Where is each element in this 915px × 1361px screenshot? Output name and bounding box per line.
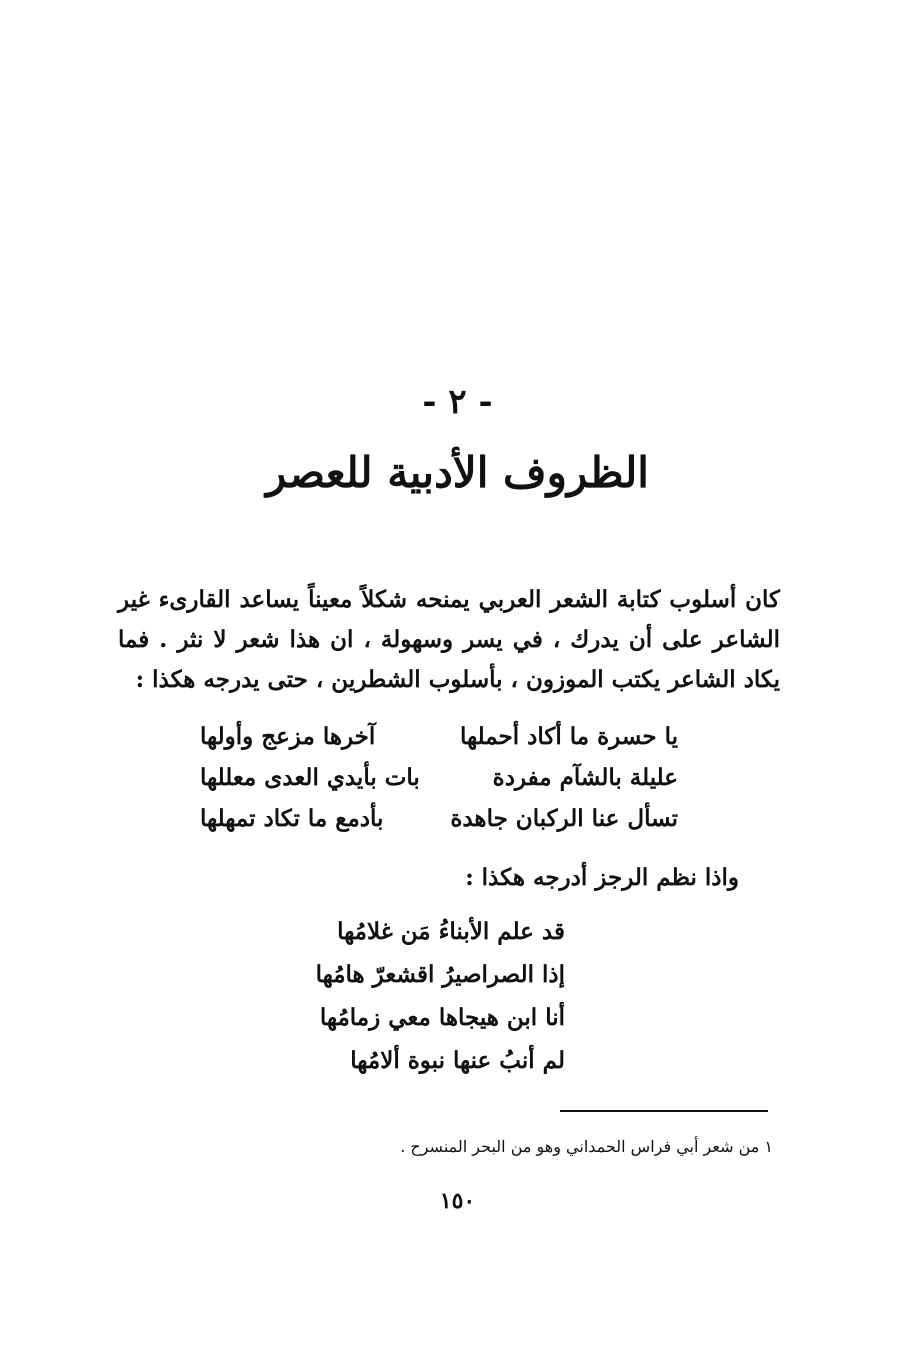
verse-line xyxy=(200,798,678,839)
intro-paragraph xyxy=(118,580,780,700)
verse-line xyxy=(200,757,678,798)
verse-second-hemistich: بأدمع ما تكاد تمهلها xyxy=(200,805,384,832)
verse-first-hemistich: تسأل عنا الركبان جاهدة xyxy=(450,805,678,832)
verse-block xyxy=(200,716,678,839)
rajaz-intro: واذا نظم الرجز أدرجه هكذا : xyxy=(465,864,739,891)
verse-second-hemistich: آخرها مزعج وأولها xyxy=(200,723,376,750)
chapter-title: الظروف الأدبية للعصر xyxy=(266,448,649,497)
page-number: ١٥٠ xyxy=(439,1188,476,1214)
verse-line xyxy=(200,716,678,757)
rajaz-line: قد علم الأبناءُ مَن غلامُها xyxy=(337,918,565,945)
verse-second-hemistich: بات بأيدي العدى معللها xyxy=(200,764,420,791)
rajaz-line: أنا ابن هيجاها معي زمامُها xyxy=(319,1004,565,1031)
rajaz-line: لم أنبُ عنها نبوة ألامُها xyxy=(350,1047,565,1074)
rajaz-line: إذا الصراصيرُ اقشعرّ هامُها xyxy=(315,961,565,988)
intro-text: كان أسلوب كتابة الشعر العربي يمنحه شكلاً معيناً يساعد القارىء غير الشاعر على أن يدرك ، في يسر وسهولة ، ان هذا شعر لا نثر . فما يكاد الشاعر يكتب الموزون ، بأسلوب الشطرين ، حتى يدرجه هكذا : xyxy=(118,586,780,693)
footnote-divider xyxy=(560,1110,768,1112)
rajaz-block xyxy=(316,910,565,1082)
chapter-number: - ٢ - xyxy=(422,382,493,422)
verse-first-hemistich: يا حسرة ما أكاد أحملها xyxy=(460,723,678,750)
footnote: ١ من شعر أبي فراس الحمداني وهو من البحر المنسرح . xyxy=(400,1137,773,1156)
verse-first-hemistich: عليلة بالشآم مفردة xyxy=(492,764,678,791)
